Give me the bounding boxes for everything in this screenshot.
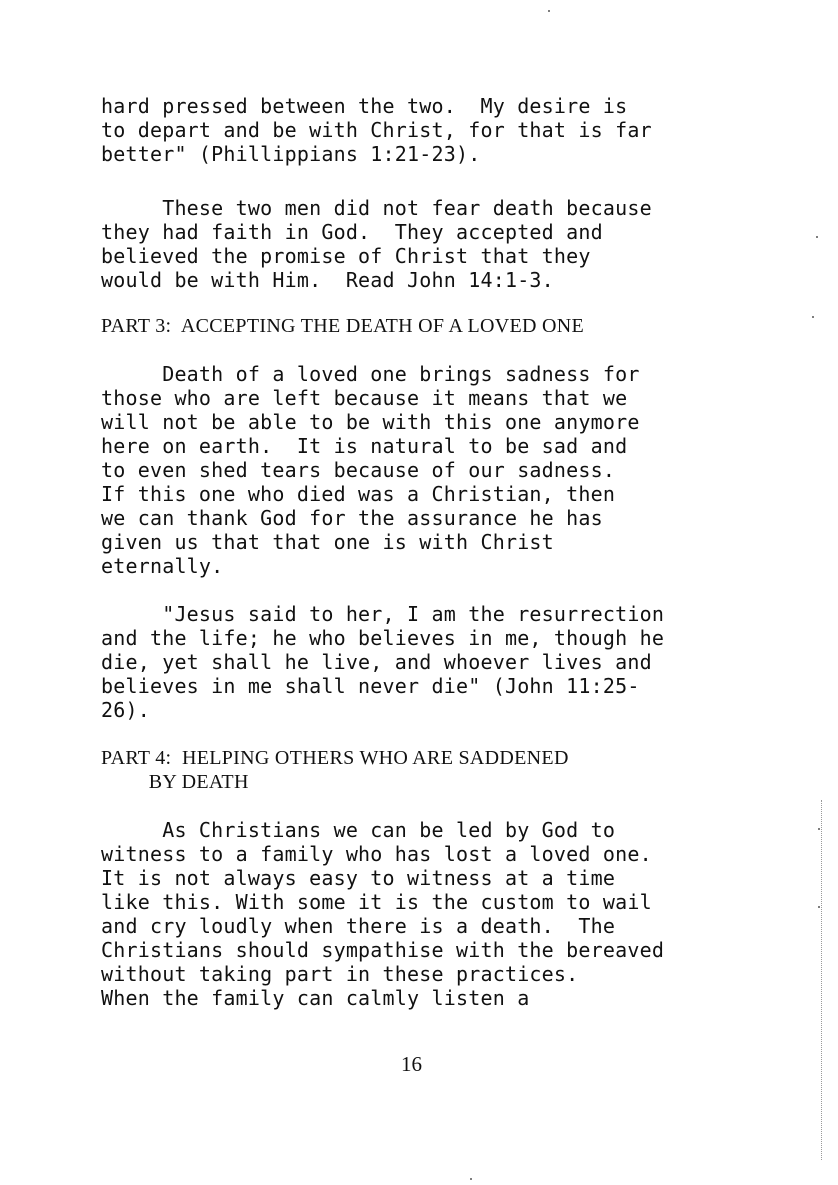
heading-part-4: PART 4: HELPING OTHERS WHO ARE SADDENED BY DEATH (101, 747, 569, 793)
scan-speck (548, 10, 550, 12)
scan-speck (812, 316, 814, 318)
scan-speck (818, 828, 820, 830)
scan-speck (818, 906, 820, 908)
paragraph-john-quote: "Jesus said to her, I am the resurrection and the life; he who believes in me, though he die, yet shall he live, and whoever lives and believes in me shall never die" (John 11:25- 26). (101, 602, 665, 722)
paragraph-death-of-loved-one: Death of a loved one brings sadness for those who are left because it means that we will not be able to be with this one anymore here on earth. It is natural to be sad and to even shed tears because of our sadness. If this one who died was a Christian, then we can thank God for the assurance he has given us that that one is with Christ eternally. (101, 362, 640, 578)
scan-edge-line (820, 800, 822, 1160)
heading-part-3: PART 3: ACCEPTING THE DEATH OF A LOVED ONE (101, 315, 585, 337)
paragraph-continuation: hard pressed between the two. My desire is to depart and be with Christ, for that is far better" (Phillippians 1:21-23). (101, 94, 652, 166)
paragraph-two-men: These two men did not fear death because they had faith in God. They accepted and believed the promise of Christ that they would be with Him. Read John 14:1-3. (101, 196, 652, 292)
paragraph-witness: As Christians we can be led by God to witness to a family who has lost a loved one. It is not always easy to witness at a time like this. With some it is the custom to wail and cry loudly when there is a death. The Christians should sympathise with the bereaved without taking part in these practices. When the family can calmly listen a (101, 818, 665, 1010)
page-number: 16 (401, 1052, 422, 1076)
scan-speck (816, 236, 818, 238)
scan-speck (470, 1178, 472, 1180)
